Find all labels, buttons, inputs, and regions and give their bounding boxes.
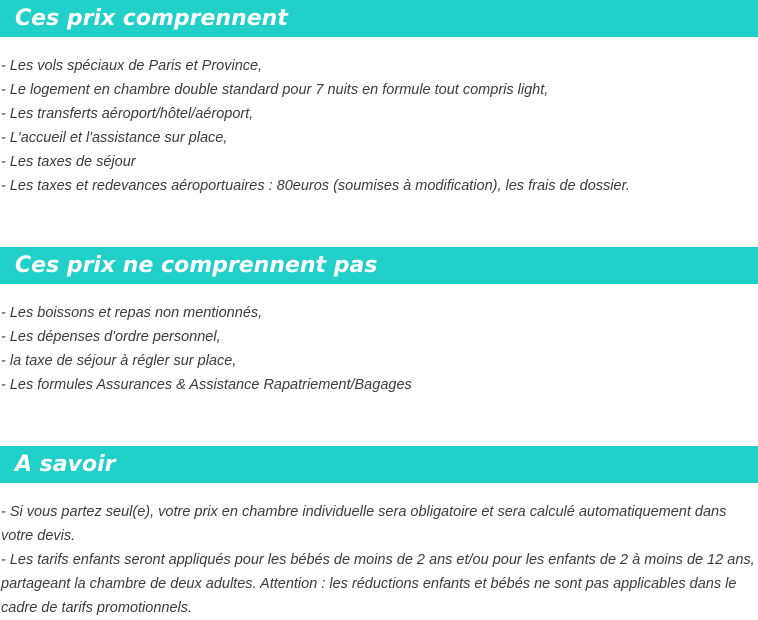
- section-not-included: [0, 247, 758, 284]
- good-to-know-list: [0, 500, 758, 620]
- not-included-list: [0, 301, 758, 397]
- included-list: [0, 54, 758, 198]
- section-title-good-to-know: A savoir: [0, 446, 758, 483]
- list-item: - Les taxes et redevances aéroportuaires : 80euros (soumises à modification), les frais de dossier.: [1, 178, 630, 194]
- list-item: - Les boissons et repas non mentionnés,: [1, 305, 263, 321]
- list-item: - Les formules Assurances & Assistance Rapatriement/Bagages: [1, 377, 412, 393]
- section-title-included: Ces prix comprennent: [0, 0, 758, 37]
- list-item: - L'accueil et l'assistance sur place,: [1, 130, 228, 146]
- list-item: - Si vous partez seul(e), votre prix en chambre individuelle sera obligatoire et sera calculé automatiquement dans votre devis.: [1, 504, 727, 544]
- list-item: - la taxe de séjour à régler sur place,: [1, 353, 237, 369]
- section-title-not-included: Ces prix ne comprennent pas: [0, 247, 758, 284]
- list-item: - Les tarifs enfants seront appliqués pour les bébés de moins de 2 ans et/ou pour les enfants de 2 à moins de 12 ans, partageant la chambre de deux adultes. Attention : les réductions enfants et bébés ne sont pas applicables dans le cadre de tarifs promotionnels.: [1, 552, 755, 616]
- section-included: [0, 0, 758, 37]
- list-item: - Les transferts aéroport/hôtel/aéroport,: [1, 106, 254, 122]
- list-item: - Les vols spéciaux de Paris et Province,: [1, 58, 263, 74]
- list-item: - Le logement en chambre double standard pour 7 nuits en formule tout compris light,: [1, 82, 549, 98]
- list-item: - Les taxes de séjour: [1, 154, 136, 170]
- section-good-to-know: [0, 446, 758, 483]
- list-item: - Les dépenses d'ordre personnel,: [1, 329, 221, 345]
